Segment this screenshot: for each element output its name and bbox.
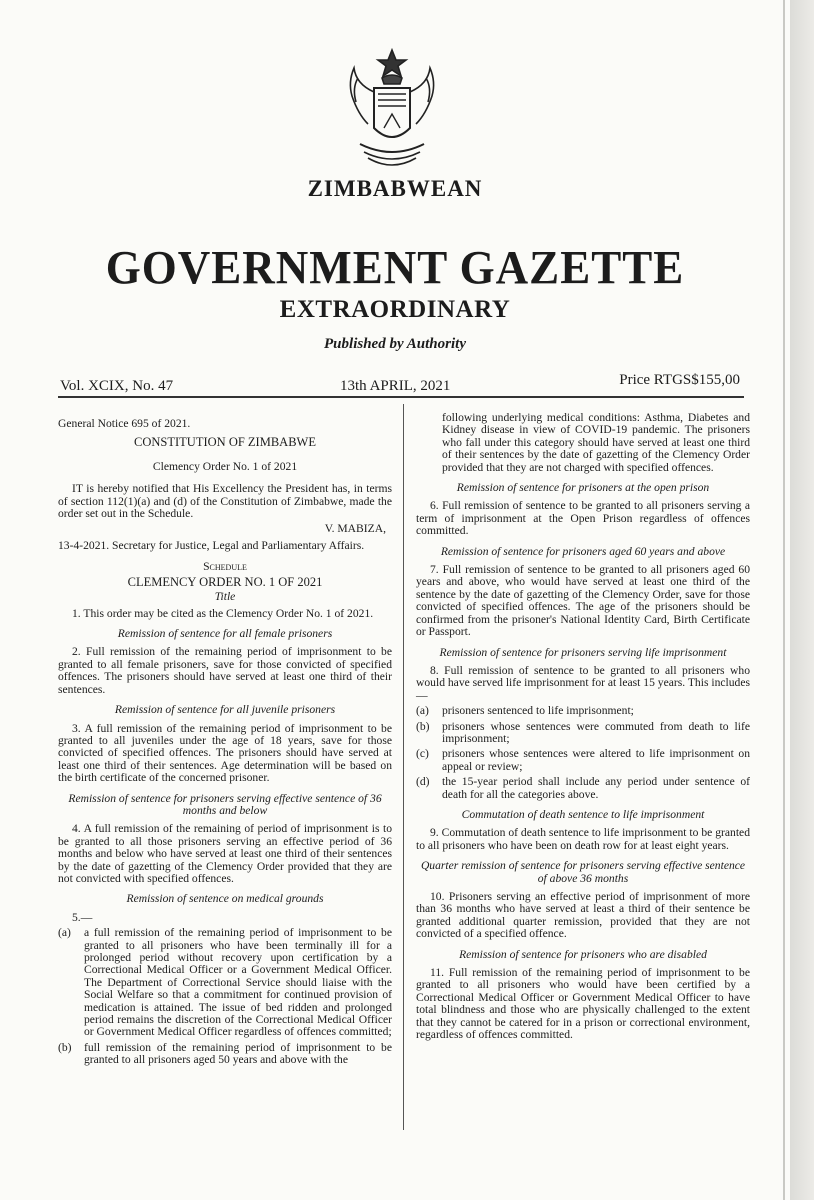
list-item [416, 748, 750, 773]
notice-heading: CONSTITUTION OF ZIMBABWE [134, 435, 316, 450]
gazette-subtitle: EXTRAORDINARY [279, 296, 511, 323]
signatory-name: V. MABIZA, [324, 522, 386, 536]
item-label: (b) [416, 719, 430, 733]
item-label: (a) [58, 926, 71, 940]
published-by: Published by Authority [324, 336, 466, 352]
heading-10: Quarter remission of sentence for prisoners serving effective sentence of above 36 months [420, 859, 746, 885]
heading-11: Remission of sentence for prisoners who are disabled [459, 947, 707, 961]
scan-margin [790, 0, 814, 1200]
heading-7: Remission of sentence for prisoners aged 60 years and above [440, 544, 726, 558]
section-10: 10. Prisoners serving an effective period of imprisonment of more than 36 months who have served at least a third of their sentence be granted additional quarter remission, provided that they are not convicted of a specified offence. [416, 890, 750, 941]
issue-volume: Vol. XCIX, No. 47 [60, 378, 174, 394]
page-edge-line [783, 0, 785, 1200]
item-text: the 15-year period shall include any period under sentence of death for all the categories above. [442, 775, 750, 801]
signature-date: 13-4-2021. [58, 539, 110, 553]
issue-date: 13th APRIL, 2021 [340, 378, 451, 394]
signature-date-row [58, 540, 392, 553]
item-text: full remission of the remaining period of imprisonment to be granted to all prisoners aged 50 years and above with the [84, 1040, 392, 1067]
section-3: 3. A full remission of the remaining period of imprisonment to be granted to all juveniles under the age of 18 years, save for those convicted of specified offences. The prisoners should have served at least one third of their sentences. Age determination will be based on the birth certificate of the concerned prisoner. [58, 721, 392, 785]
heading-4: Remission of sentence for prisoners serving effective sentence of 36 months and below [68, 791, 382, 817]
section-9: 9. Commutation of death sentence to life imprisonment to be granted to all prisoners who have been on death row for at least eight years. [416, 826, 750, 852]
section-8: 8. Full remission of sentence to be granted to all prisoners who would have served life imprisonment for at least 15 years. This includes— [416, 663, 750, 702]
list-item [416, 721, 750, 746]
heading-8: Remission of sentence for prisoners serving life imprisonment [439, 645, 727, 659]
section-6: 6. Full remission of sentence to be granted to all prisoners serving a term of imprisonment at the Open Prison regardless of offences committed. [416, 499, 750, 538]
list-item [416, 776, 750, 801]
coat-of-arms-emblem [338, 48, 446, 178]
list-item [58, 927, 392, 1039]
item-text: prisoners whose sentences were altered to life imprisonment on appeal or review; [442, 747, 750, 773]
heading-3: Remission of sentence for all juvenile prisoners [114, 703, 336, 717]
heading-5: Remission of sentence on medical grounds [126, 892, 324, 906]
item-label: (a) [416, 704, 429, 718]
schedule-label: Schedule [203, 560, 247, 574]
item-text: prisoners whose sentences were commuted from death to life imprisonment; [442, 719, 750, 745]
gazette-title: GOVERNMENT GAZETTE [105, 241, 685, 295]
list-item [416, 705, 750, 717]
section-2: 2. Full remission of the remaining period of imprisonment to be granted to all female prisoners, save for those convicted of specified offences. The prisoners should have served at least one third of their sentences. [58, 645, 392, 696]
heading-2: Remission of sentence for all female prisoners [117, 627, 333, 641]
title-label: Title [214, 590, 236, 604]
section-8-list [416, 705, 750, 801]
item-text: a full remission of the remaining period of imprisonment to be granted to all prisoners who have been terminally ill for a prolonged period without recovery upon certification by a Correctional Medical Officer or a Government Medical Officer. The Department of Correctional Service should liaise with the Social Welfare so that a commitment for continued provision of medication is attained. The issue of bed ridden and prolonged period remains the discretion of the Correctional Medical Officer or Government Medical Officer regardless of offences committed; [84, 926, 392, 1039]
heading-9: Commutation of death sentence to life imprisonment [461, 807, 705, 821]
item-text: prisoners sentenced to life imprisonment; [442, 704, 634, 718]
section-1: 1. This order may be cited as the Clemency Order No. 1 of 2021. [72, 606, 374, 620]
issue-price: Price RTGS$155,00 [619, 372, 740, 388]
left-column [58, 410, 392, 1070]
section-4: 4. A full remission of the remaining of period of imprisonment is to be granted to all those prisoners serving an effective period of 36 months and below who have served at least one third of their sentences by the date of gazetting of the Clemency Order provided that they are not convicted with specified offences. [58, 822, 392, 885]
list-item [58, 1042, 392, 1067]
item-label: (b) [58, 1040, 72, 1054]
notice-intro: IT is hereby notified that His Excellency the President has, in terms of section 112(1)(a) and (d) of the Constitution of Zimbabwe, made the order set out in the Schedule. [58, 482, 392, 521]
issue-line [58, 374, 744, 398]
section-5b-continued: following underlying medical conditions: Asthma, Diabetes and Kidney disease in view of COVID-19 pandemic. The prisoners who fall under this category should have served at least one third of their sentences by the date of gazetting of the Clemency Order provided that they are not charged with specified offences. [442, 411, 750, 474]
heading-6: Remission of sentence for prisoners at the open prison [456, 481, 710, 495]
item-label: (d) [416, 775, 430, 789]
section-5-list [58, 927, 392, 1066]
section-11: 11. Full remission of the remaining period of imprisonment to be granted to all prisoners who would have been certified by a Correctional Medical Officer or Government Medical Officer to have total blindness and those who are physically challenged to the extent that they cannot be catered for in a prison or correctional environment, regardless of offences committed. [416, 966, 750, 1042]
right-column [416, 410, 750, 1044]
gazette-country: ZIMBABWEAN [307, 176, 483, 201]
section-7: 7. Full remission of sentence to be granted to all prisoners aged 60 years and above, who would have served at least one third of the sentence by the date of gazetting of the Clemency Order, save for those convicted of specified offences. The age of the prisoners should be confirmed from the prisoner's National Identity Card, Birth Certificate or Passport. [416, 563, 750, 639]
item-label: (c) [416, 747, 429, 761]
order-name: Clemency Order No. 1 of 2021 [152, 459, 298, 473]
schedule-title: CLEMENCY ORDER NO. 1 OF 2021 [127, 574, 323, 589]
signature-row [58, 523, 392, 536]
signatory-title: Secretary for Justice, Legal and Parliamentary Affairs. [112, 539, 365, 553]
notice-number: General Notice 695 of 2021. [58, 417, 191, 430]
column-divider [403, 404, 404, 1130]
section-5: 5.— [72, 910, 93, 924]
